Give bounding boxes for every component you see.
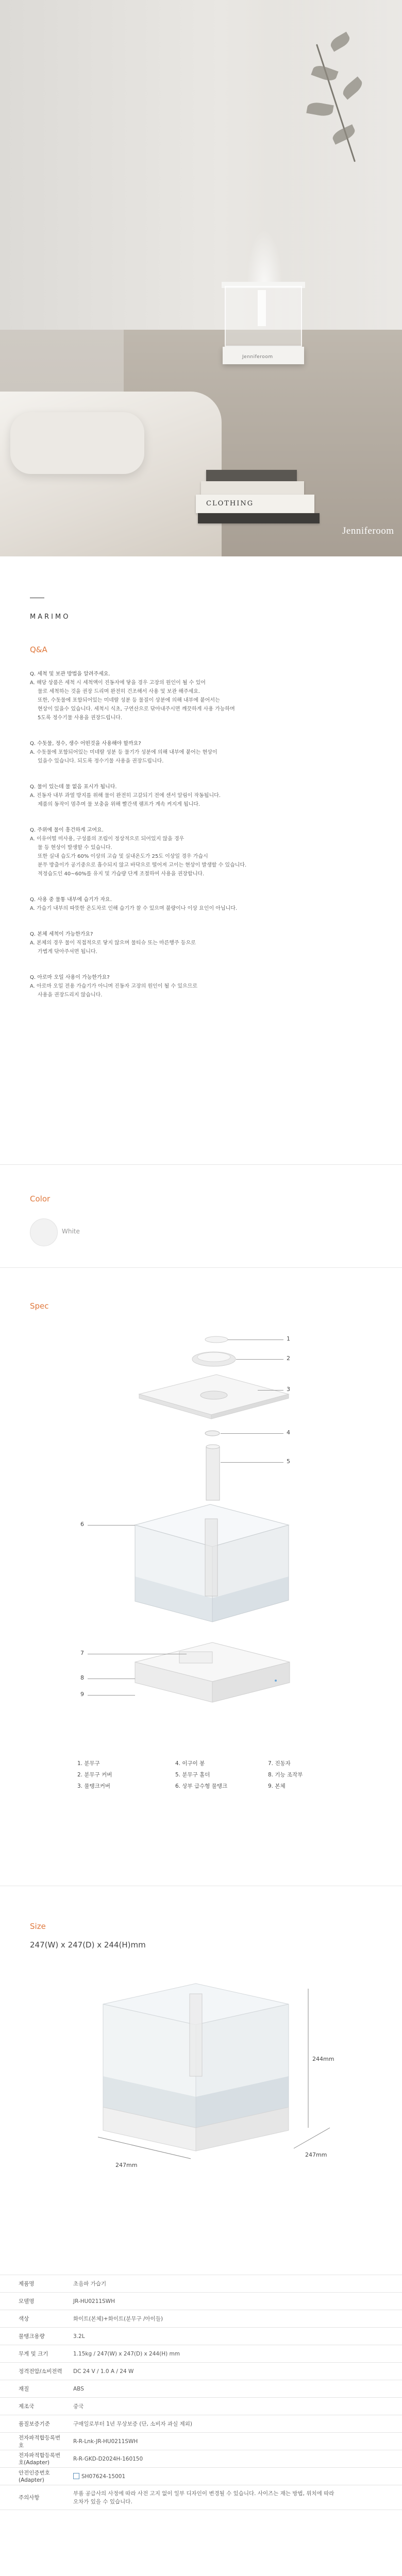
spec-value: 3.2L (65, 2328, 402, 2345)
callout-4: 4 (287, 1429, 290, 1436)
spec-value: DC 24 V / 1.0 A / 24 W (65, 2363, 402, 2380)
part-base-led (275, 1680, 277, 1682)
spec-row (0, 2275, 402, 2293)
qa-answer-line: A. 진동자 내부 과열 방지를 위해 물이 완전히 고갈되기 전에 센서 알림이 작동됩니다. (30, 793, 221, 799)
qa-answer-line: 분무 방출이가 공기중으로 흡수되지 않고 바닥으로 떨어져 고이는 현상이 발생할 수 있습니다. (38, 862, 247, 868)
leader-line (221, 1462, 283, 1463)
spec-row (0, 2415, 402, 2433)
qa-answer-line: 있을수 있습니다. 되도록 정수기물 사용을 권장드립니다. (38, 758, 164, 764)
part-rod-top (205, 1431, 220, 1436)
kc-mark-icon (73, 2473, 79, 2479)
spec-key: 안전인증번호(Adapter) (0, 2468, 65, 2485)
qa-answer-line: 가볍게 닦아주셔면 됩니다. (38, 949, 97, 955)
leader-line (221, 1433, 283, 1434)
brand-word: MARIMO (30, 613, 71, 621)
book (198, 513, 320, 523)
spec-key: 제품명 (0, 2275, 65, 2293)
leader-line (258, 1390, 283, 1391)
spec-key: 무게 및 크기 (0, 2345, 65, 2363)
spec-value (65, 2468, 402, 2485)
spec-value: ABS (65, 2380, 402, 2398)
callout-9: 9 (80, 1691, 84, 1698)
spec-row (0, 2380, 402, 2398)
spec-key: 모델명 (0, 2293, 65, 2310)
spec-value: 초음파 가습기 (65, 2275, 402, 2293)
qa-answer-line: 또한, 수돗물에 포함되어있는 미네랄 성분 등 물질이 상분에 의해 내부에 붙어서는 (38, 698, 220, 703)
part-label: 9. 본체 (268, 1783, 286, 1789)
callout-2: 2 (287, 1355, 290, 1362)
part-label: 2. 분무구 커버 (77, 1772, 112, 1778)
exploded-diagram (0, 1298, 402, 1710)
spec-value: 부품 공급사의 사정에 따라 사전 고지 없이 일부 디자인이 변경될 수 있습니다. 사이즈는 재는 방법, 위치에 따라 오차가 있을 수 있습니다. (65, 2485, 402, 2510)
spec-row (0, 2293, 402, 2310)
hero-banner (0, 0, 402, 556)
part-cover-hole (200, 1391, 227, 1399)
qa-question: Q. 주위에 물이 흥건하게 고여요. (30, 827, 104, 833)
size-summary: 247(W) x 247(D) x 244(H)mm (30, 1940, 146, 1950)
callout-7: 7 (80, 1650, 84, 1656)
brand-logo: Jenniferoom (342, 526, 394, 536)
part-label: 8. 기능 조작부 (268, 1772, 303, 1778)
qa-answer-line: 사용을 권장드리지 않습니다. (38, 992, 103, 998)
part-label: 7. 진동자 (268, 1760, 291, 1767)
part-label: 4. 이구이 봉 (175, 1760, 205, 1767)
humidifier-brand-text: Jenniferoom (242, 354, 273, 360)
book-stack (196, 464, 330, 526)
spec-row (0, 2345, 402, 2363)
spec-key: 전자파적합등록번호(Adapter) (0, 2450, 65, 2468)
part-label: 1. 분무구 (77, 1760, 100, 1767)
qa-item (30, 826, 380, 878)
qa-item (30, 930, 380, 956)
spec-row (0, 2328, 402, 2345)
spec-value: R-R-GKD-D2024H-160150 (65, 2450, 402, 2468)
hero-pillow (10, 412, 144, 474)
width-label: 247mm (115, 2162, 138, 2168)
depth-dimension-line (294, 2128, 330, 2148)
color-name: White (62, 1228, 80, 1235)
spec-value-text: SH07624-15001 (81, 2473, 126, 2480)
spec-row (0, 2433, 402, 2450)
spec-title: Spec (30, 1301, 49, 1311)
qa-answer-line: 5도록 정수기물 사용을 권장드립니다. (38, 715, 122, 721)
qa-answer-line: 물 등 현상이 발생할 수 있습니다. (38, 845, 112, 851)
spec-row (0, 2485, 402, 2510)
callout-5: 5 (287, 1458, 290, 1465)
spec-row (0, 2450, 402, 2468)
spec-value: R-R-Lnk-JR-HU0211SWH (65, 2433, 402, 2450)
spec-key: 품질보증기준 (0, 2415, 65, 2433)
qa-item (30, 739, 380, 766)
leader-line (236, 1359, 283, 1360)
spec-key: 물탱크용량 (0, 2328, 65, 2345)
divider (0, 1267, 402, 1268)
part-nozzle-holder (206, 1447, 220, 1500)
divider (0, 1164, 402, 1165)
spec-value: 화이트(본체)+화이트(분무구 /아이들) (65, 2310, 402, 2328)
callout-1: 1 (287, 1335, 290, 1342)
qa-answer-line: 또한 실내 습도가 60% 이상의 고습 및 실내온도가 25도 이상일 경우 가습시 (38, 854, 208, 859)
qa-answer-line: A. 본체의 경우 물이 직접적으로 닿지 않으며 물티슈 또는 마른행주 등으로 (30, 940, 196, 946)
part-nozzle (205, 1336, 228, 1343)
spec-key: 재질 (0, 2380, 65, 2398)
depth-label: 247mm (305, 2151, 327, 2158)
leader-line (88, 1525, 135, 1526)
qa-question: Q. 아로마 오일 사용이 가능한가요? (30, 975, 110, 980)
qa-answer-line: 현상이 있을수 있습니다. 세척시 식초, 구연산으로 닦아내주시면 깨끗하게 사용 가능하며 (38, 706, 235, 712)
spec-key: 주의사항 (0, 2485, 65, 2510)
humidifier-tube (258, 290, 266, 326)
part-nozzle-cover-top (197, 1352, 230, 1362)
spec-key: 전자파적합등록번호 (0, 2433, 65, 2450)
part-label: 3. 물탱크커버 (77, 1783, 111, 1789)
book-title: CLOTHING (206, 500, 254, 507)
qa-item (30, 670, 380, 722)
leader-line (88, 1695, 135, 1696)
size-column (190, 1994, 202, 2076)
qa-item (30, 783, 380, 809)
callout-3: 3 (287, 1386, 290, 1393)
size-diagram-svg (0, 1973, 402, 2190)
qa-item (30, 973, 380, 999)
spec-row (0, 2468, 402, 2485)
qa-answer-line: 적정습도인 40~60%를 유지 및 가습량 단계 조절하여 사용을 권장합니다. (38, 871, 205, 877)
color-swatch-white (30, 1218, 58, 1246)
spec-key: 제조국 (0, 2398, 65, 2415)
part-label: 5. 분무구 홀더 (175, 1772, 210, 1778)
part-label: 6. 상부 급수형 물탱크 (175, 1783, 228, 1789)
qa-answer-line: 제품의 동작이 멈추며 물 보충을 위해 빨간색 램프가 계속 켜지게 됩니다. (38, 802, 200, 807)
height-label: 244mm (312, 2056, 334, 2062)
qa-answer-line: A. 아로마 오일 전용 가습기가 아니며 진동자 고장의 원인이 될 수 있으므로 (30, 984, 197, 989)
humidifier-photo (222, 286, 306, 364)
spec-value: 중국 (65, 2398, 402, 2415)
exploded-diagram-svg (0, 1298, 402, 1710)
size-title: Size (30, 1922, 46, 1931)
qa-title: Q&A (30, 645, 47, 654)
qa-answer-line: A. 수돗물에 포함되어있는 미네랄 성분 등 물기가 성분에 의해 내부에 붙어는 현상이 (30, 750, 217, 755)
spec-row (0, 2310, 402, 2328)
part-tank-column (205, 1519, 217, 1596)
book (196, 495, 314, 513)
spec-table (0, 2275, 402, 2510)
mist (246, 229, 282, 286)
qa-question: Q. 세척 및 보관 방법을 알려주세요. (30, 671, 110, 677)
spec-key: 색상 (0, 2310, 65, 2328)
part-nozzle-holder-top (206, 1445, 220, 1449)
qa-question: Q. 본체 세척이 가능한가요? (30, 931, 93, 937)
size-diagram (0, 1973, 402, 2190)
spec-value: JR-HU0211SWH (65, 2293, 402, 2310)
spec-value: 구매일로부터 1년 무상보증 (단, 소비자 과실 제외) (65, 2415, 402, 2433)
book (201, 481, 304, 495)
qa-question: Q. 수돗물, 정수, 생수 어떤것을 사용해야 할까요? (30, 741, 141, 747)
qa-question: Q. 사용 중 물통 내부에 습기가 자요. (30, 897, 112, 903)
qa-answer-line: A. 가습기 내부의 따뜻한 온도차로 인해 습기가 찰 수 있으며 불량이나 이상 요인이 아닙니다. (30, 906, 238, 911)
callout-8: 8 (80, 1674, 84, 1681)
book (206, 470, 297, 481)
qa-answer-line: A. 이유어떨 미사용, 구성품의 조립이 정상적으로 되어있지 않을 경우 (30, 836, 185, 842)
spec-key: 정격전압/소비전력 (0, 2363, 65, 2380)
spec-row (0, 2363, 402, 2380)
qa-question: Q. 물이 있는데 물 없음 표시가 됩니다. (30, 784, 117, 790)
color-title: Color (30, 1194, 51, 1204)
callout-6: 6 (80, 1521, 84, 1528)
spec-value: 1.15kg / 247(W) x 247(D) x 244(H) mm (65, 2345, 402, 2363)
spec-row (0, 2398, 402, 2415)
qa-answer-line: 물로 세척하는 것을 권장 드리며 완전히 건조해서 사용 및 보관 해주세요. (38, 689, 200, 694)
qa-answer-line: A. 해당 상품은 세척 시 세척액이 진동자에 닿을 경우 고장의 원인이 될 수 있어 (30, 680, 206, 686)
qa-item (30, 895, 380, 913)
